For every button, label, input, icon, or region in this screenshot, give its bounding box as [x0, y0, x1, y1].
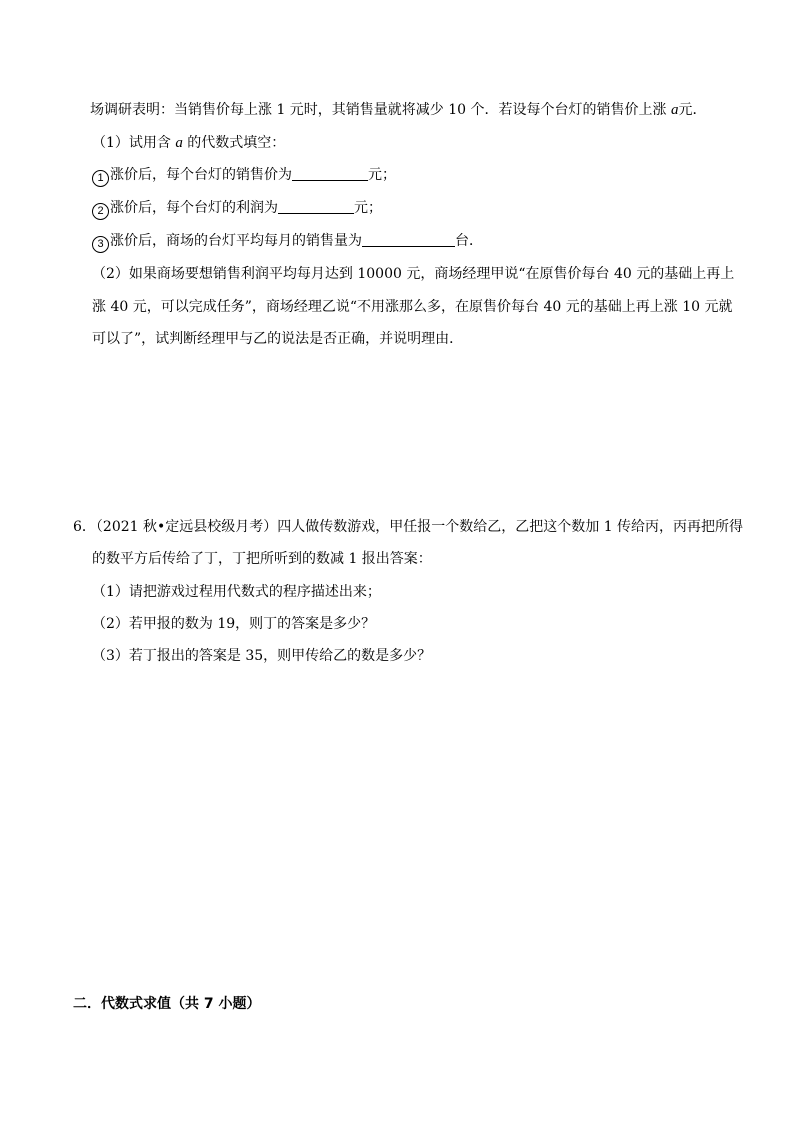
circled-number-1: 1 [92, 170, 109, 187]
part1-line [92, 134, 285, 152]
section-heading: 二．代数式求值（共 7 小题） [73, 996, 261, 1012]
item-2 [92, 199, 382, 220]
q6-sub-2: （2）若甲报的数为 19，则丁的答案是多少？ [92, 616, 376, 632]
q6-sub-1: （1）请把游戏过程用代数式的程序描述出来； [92, 584, 381, 600]
part1-end: 的代数式填空： [182, 135, 286, 151]
item-3-text: 涨价后，商场的台灯平均每月的销售量为 [110, 233, 362, 249]
answer-blank-1[interactable] [292, 166, 368, 181]
variable-a: a [670, 102, 679, 118]
item-1-unit: 元； [368, 167, 396, 183]
part2-line-2: 涨 40 元，可以完成任务”，商场经理乙说“不用涨那么多，在原售价每台 40 元的基础上再上涨 10 元就 [92, 299, 733, 315]
answer-blank-3[interactable] [362, 232, 455, 247]
item-1-text: 涨价后，每个台灯的销售价为 [110, 167, 292, 183]
intro-end: 元． [678, 102, 707, 118]
answer-blank-2[interactable] [278, 199, 354, 214]
variable-a: a [175, 135, 183, 151]
q6-line-1: 6．（2021 秋•定远县校级月考）四人做传数游戏，甲任报一个数给乙，乙把这个数加 1 传给丙，丙再把所得 [73, 519, 744, 535]
item-1 [92, 166, 396, 187]
intro-line [90, 101, 706, 119]
item-3 [92, 232, 483, 253]
q6-sub-3: （3）若丁报出的答案是 35，则甲传给乙的数是多少？ [92, 648, 432, 664]
part1-text: （1）试用含 [92, 135, 176, 151]
q6-line-2: 的数平方后传给了丁，丁把所听到的数减 1 报出答案： [92, 551, 432, 567]
part2-line-1: （2）如果商场要想销售利润平均每月达到 10000 元，商场经理甲说“在原售价每台 40 元的基础上再上 [92, 266, 735, 282]
item-3-unit: 台． [455, 233, 483, 249]
part2-line-3: 可以了”，试判断经理甲与乙的说法是否正确，并说明理由． [92, 331, 464, 347]
item-2-text: 涨价后，每个台灯的利润为 [110, 200, 278, 216]
circled-number-2: 2 [92, 203, 109, 220]
intro-text: 场调研表明：当销售价每上涨 1 元时，其销售量就将减少 10 个．若设每个台灯的销售价上涨 [90, 102, 671, 118]
circled-number-3: 3 [92, 236, 109, 253]
item-2-unit: 元； [354, 200, 382, 216]
